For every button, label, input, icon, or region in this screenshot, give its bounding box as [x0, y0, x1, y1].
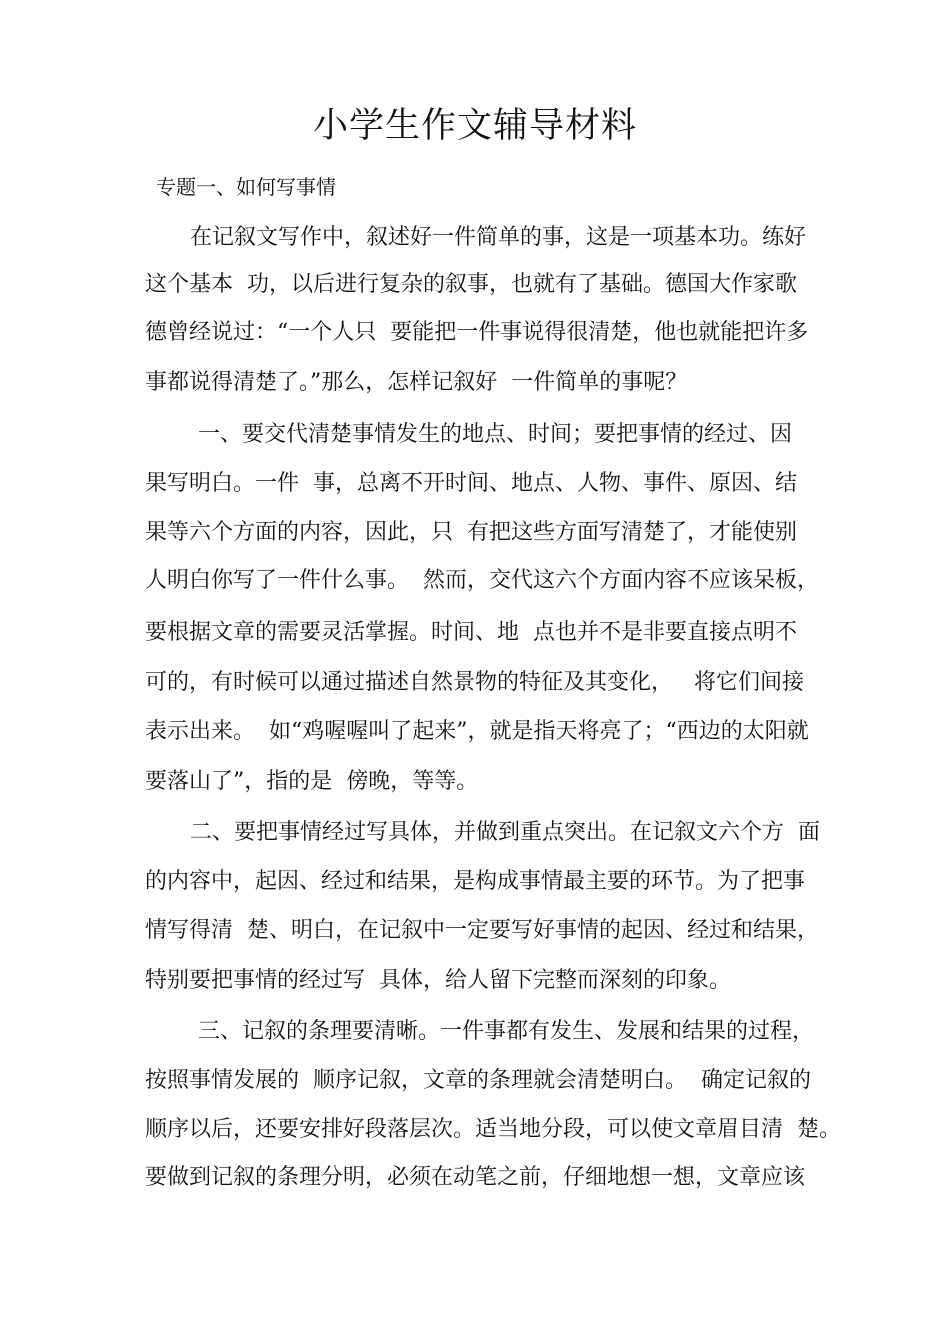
text-line: 表示出来。 如“鸡喔喔叫了起来”，就是指天将亮了；“西边的太阳就	[145, 719, 809, 744]
text-line: 要根据文章的需要灵活掌握。时间、地 点也并不是非要直接点明不	[145, 620, 797, 645]
text-line: 顺序以后，还要安排好段落层次。适当地分段，可以使文章眉目清 楚。	[145, 1117, 841, 1142]
text-line: 事都说得清楚了。”那么，怎样记叙好 一件简单的事呢？	[145, 370, 688, 395]
text-line: 按照事情发展的 顺序记叙，文章的条理就会清楚明白。 确定记叙的	[145, 1068, 811, 1093]
text-line: 特别要把事情的经过写 具体，给人留下完整而深刻的印象。	[145, 968, 731, 993]
text-line: 二、要把事情经过写具体，并做到重点突出。在记叙文六个方 面	[190, 820, 820, 845]
text-line: 人明白你写了一件什么事。 然而，交代这六个方面内容不应该呆板，	[145, 568, 819, 593]
text-line: 三、记叙的条理要清晰。一件事都有发生、发展和结果的过程，	[198, 1019, 815, 1044]
text-line: 德曾经说过：“一个人只 要能把一件事说得很清楚，他也就能把许多	[145, 320, 809, 345]
text-line: 要做到记叙的条理分明，必须在动笔之前，仔细地想一想，文章应该	[145, 1165, 806, 1190]
text-line: 可的，有时候可以通过描述自然景物的特征及其变化， 将它们间接	[145, 670, 804, 695]
text-line: 一、要交代清楚事情发生的地点、时间；要把事情的经过、因	[198, 422, 793, 447]
text-line: 果等六个方面的内容，因此，只 有把这些方面写清楚了，才能使别	[145, 520, 797, 545]
text-line: 的内容中，起因、经过和结果，是构成事情最主要的环节。为了把事	[145, 869, 806, 894]
document-title: 小学生作文辅导材料	[312, 106, 637, 146]
text-line: 要落山了”，指的是 傍晚，等等。	[145, 769, 479, 794]
text-line: 果写明白。一件 事，总离不开时间、地点、人物、事件、原因、结	[145, 471, 797, 496]
text-line: 在记叙文写作中，叙述好一件简单的事，这是一项基本功。练好	[190, 225, 807, 250]
text-line: 这个基本 功，以后进行复杂的叙事，也就有了基础。德国大作家歌	[145, 272, 797, 297]
text-line: 情写得清 楚、明白，在记叙中一定要写好事情的起因、经过和结果，	[145, 918, 819, 943]
section-heading: 专题一、如何写事情	[156, 175, 336, 199]
